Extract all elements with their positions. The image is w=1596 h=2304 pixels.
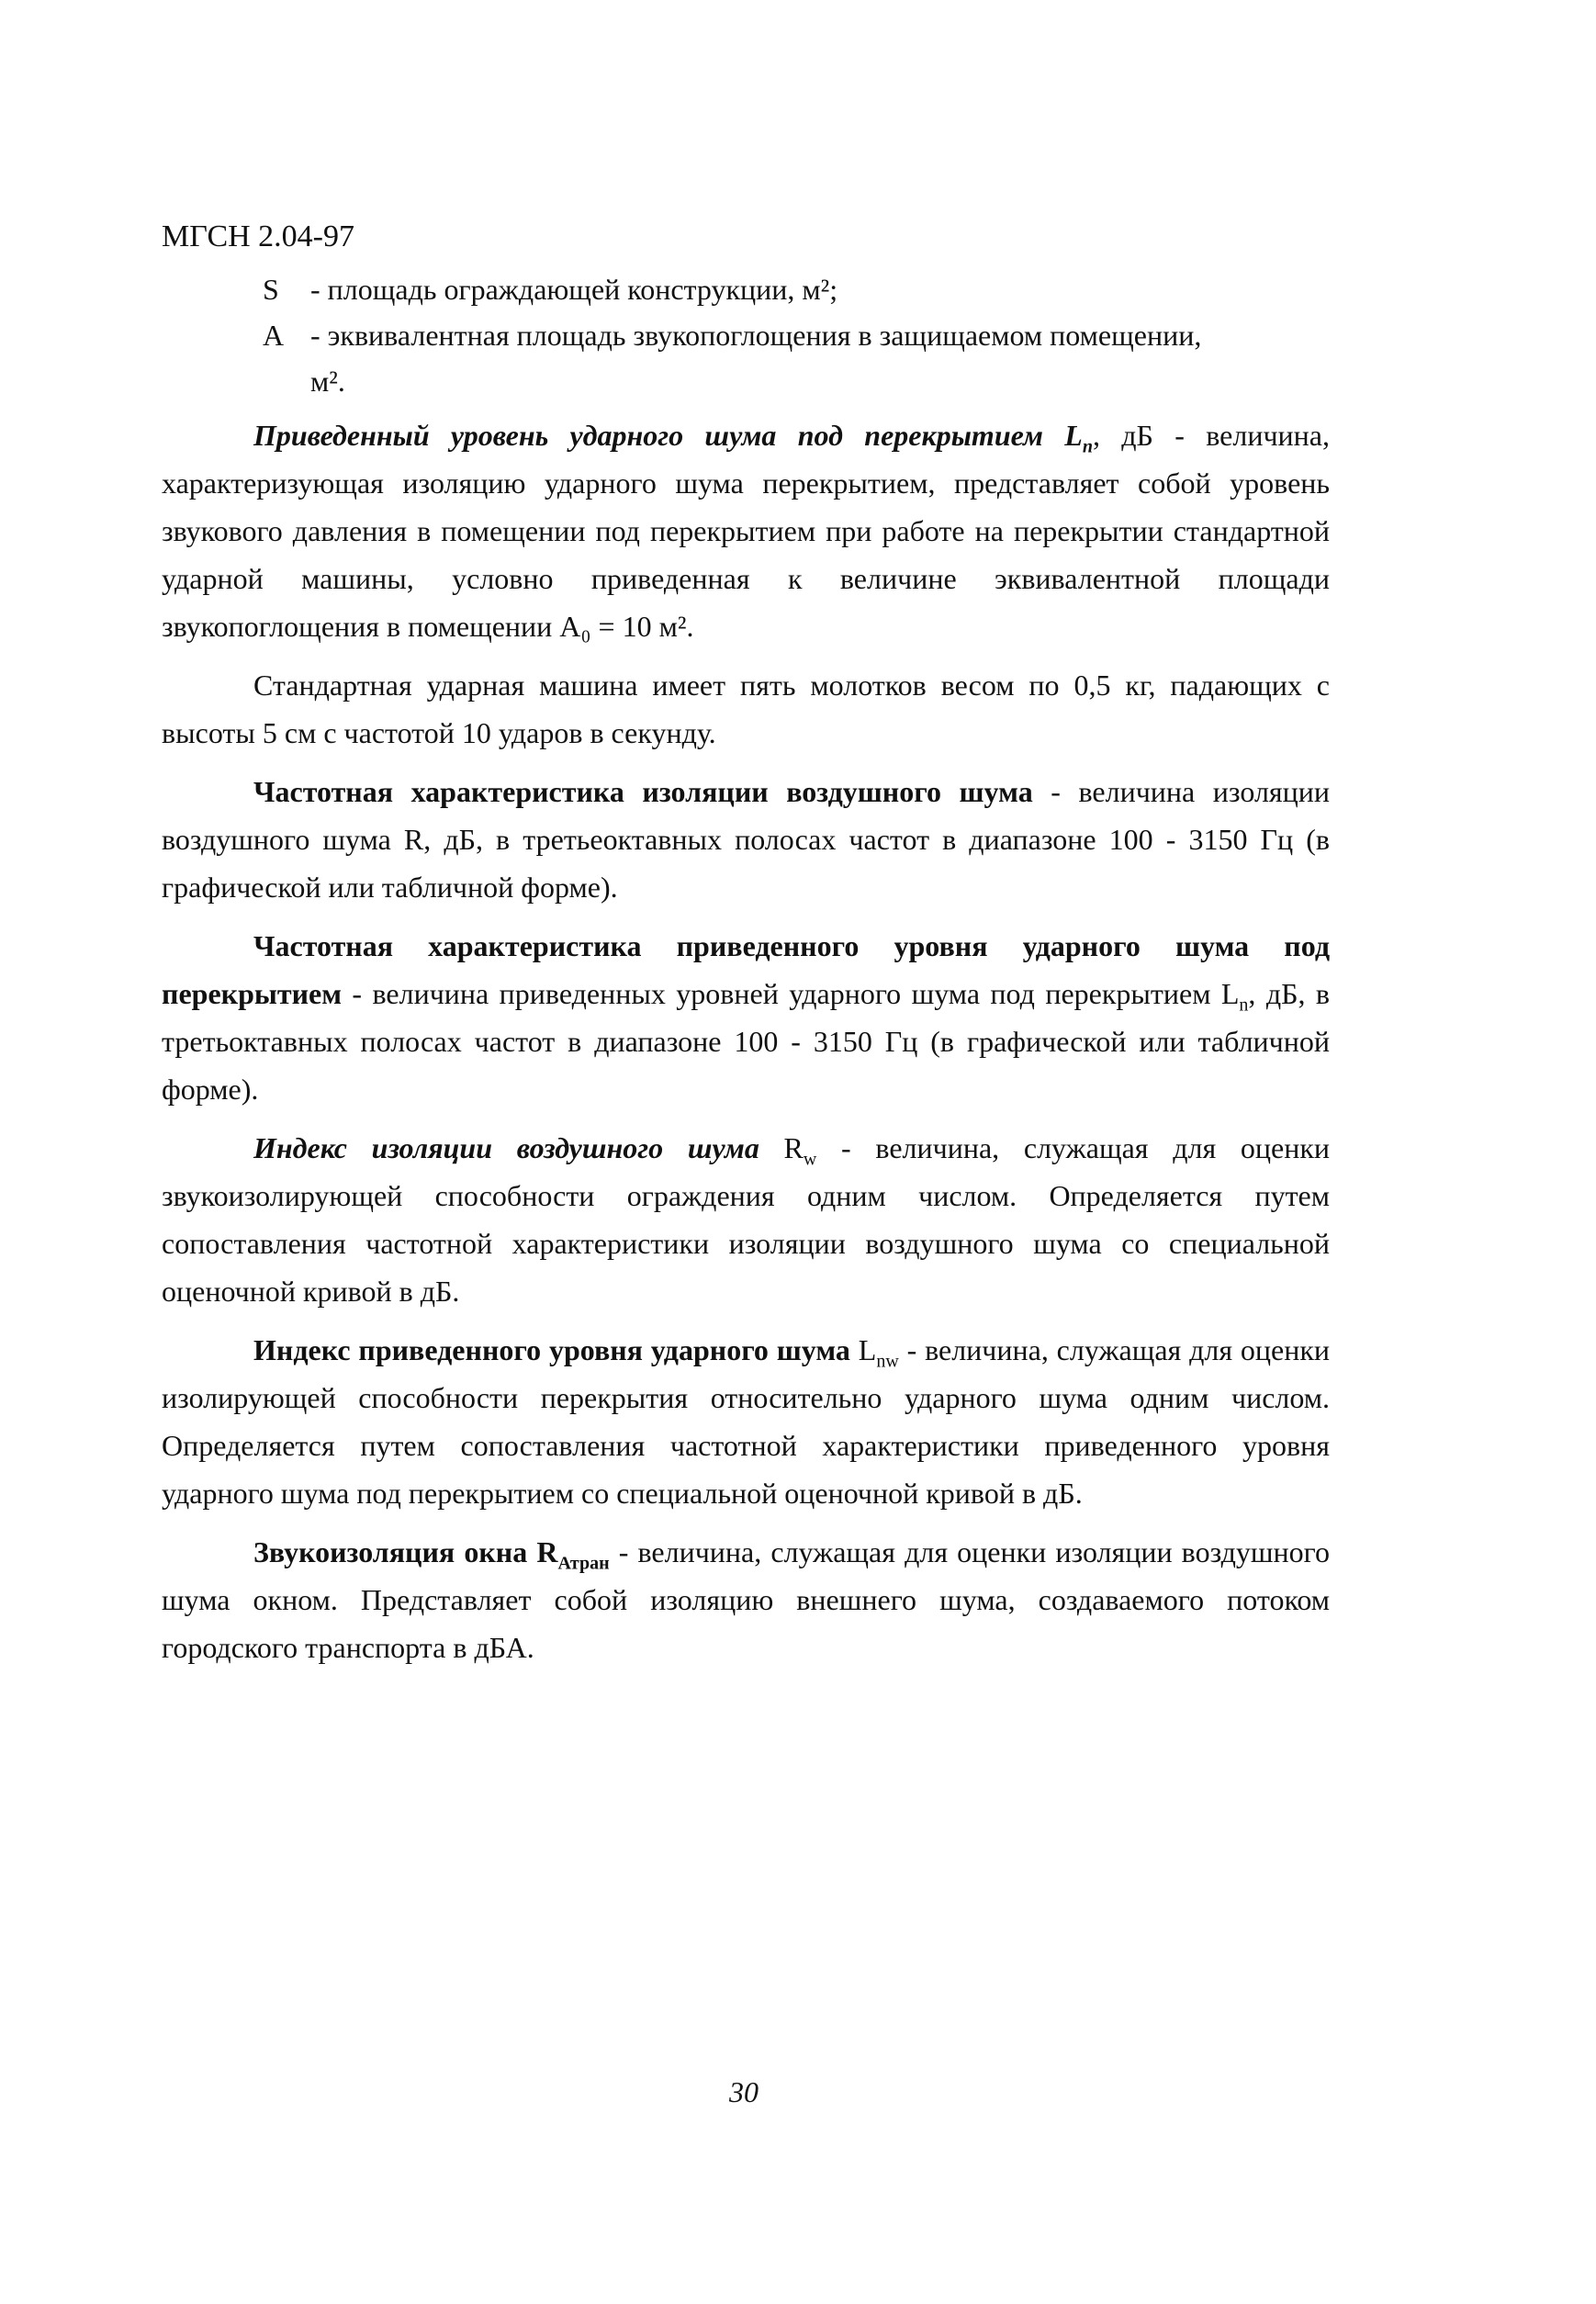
definition-symbol: S xyxy=(263,273,279,306)
paragraph-text: - величина изоляции воздушного шума R, дБ, в третьеоктавных полосах частот в диапазоне 100 - 3150 Гц (в графической или табличной форме). xyxy=(162,775,1331,904)
definition-text: - площадь ограждающей конструкции, м²; xyxy=(310,273,838,306)
term xyxy=(253,1535,610,1574)
page-number: 30 xyxy=(729,2075,759,2108)
term-symbol: R xyxy=(759,1131,804,1164)
paragraph-text: - величина приведенных уровней ударного шума под перекрытием L xyxy=(342,977,1240,1010)
term xyxy=(253,419,1093,457)
term-subscript: w xyxy=(803,1149,817,1170)
document-code: МГСН 2.04-97 xyxy=(162,219,354,253)
text-subscript: n xyxy=(1239,995,1249,1016)
definition-a xyxy=(162,312,1337,404)
term: Частотная характеристика изоляции воздушного шума xyxy=(253,775,1033,808)
paragraph-text: - величина, служащая для оценки звукоизолирующей способности ограждения одним числом. Определяется путем сопоставления частотной характеристики изоляции воздушного шума со специальной оценочной кривой в дБ. xyxy=(162,1131,1331,1308)
definition-s xyxy=(162,266,1337,312)
paragraph-text: - величина, служащая для оценки изолирующей способности перекрытия относительно ударного шума одним числом. Определяется путем сопоставления частотной характеристики приведенного уровня ударного шума под перекрытием со специальной оценочной кривой в дБ. xyxy=(162,1333,1331,1510)
paragraph-impact-index xyxy=(162,1326,1330,1517)
term-subscript: n xyxy=(1082,436,1093,457)
definition-symbol: A xyxy=(263,319,285,352)
paragraph-impact-machine xyxy=(162,661,1330,757)
paragraph-text: Стандартная ударная машина имеет пять молотков весом по 0,5 кг, падающих с высоты 5 см с частотой 10 ударов в секунду. xyxy=(162,669,1330,749)
paragraph-text: , дБ - величина, характеризующая изоляцию ударного шума перекрытием, представляет собой уровень звукового давления в помещении под перекрытием при работе на перекрытии стандартной ударной машины, условно приведенная к величине эквивалентной площади звукопоглощения в помещении A₀ = 10 м². xyxy=(162,419,1331,643)
paragraph-impact-frequency xyxy=(162,922,1330,1113)
term-subscript: Атран xyxy=(557,1553,610,1574)
paragraph-airborne-index xyxy=(162,1124,1330,1315)
term: Индекс изоляции воздушного шума xyxy=(253,1131,759,1164)
definition-text-main: - эквивалентная площадь звукопоглощения в защищаемом помещении, xyxy=(310,319,1202,352)
definition-text xyxy=(310,312,1337,404)
paragraph-airborne-frequency xyxy=(162,768,1330,911)
paragraph-impact-noise-level xyxy=(162,411,1330,650)
symbol-definitions xyxy=(162,266,1337,404)
paragraph-window-insulation xyxy=(162,1528,1330,1671)
paragraph-text-tail: , дБ, в третьоктавных полосах частот в диапазоне 100 - 3150 Гц (в графической или табличной форме). xyxy=(162,977,1331,1106)
term-subscript: nw xyxy=(876,1351,899,1372)
term-text: Приведенный уровень ударного шума под перекрытием L xyxy=(253,419,1083,452)
term: Индекс приведенного уровня ударного шума xyxy=(253,1333,850,1366)
term-symbol: L xyxy=(849,1333,877,1366)
term-text: Звукоизоляция окна R xyxy=(253,1535,558,1568)
term: Частотная характеристика приведенного уровня ударного шума под перекрытием xyxy=(162,929,1330,1010)
body-text xyxy=(162,411,1330,1682)
paragraph-text: - величина, служащая для оценки изоляции воздушного шума окном. Представляет собой изоляцию внешнего шума, создаваемого потоком городского транспорта в дБА. xyxy=(162,1535,1331,1664)
definition-unit: м². xyxy=(310,365,345,398)
